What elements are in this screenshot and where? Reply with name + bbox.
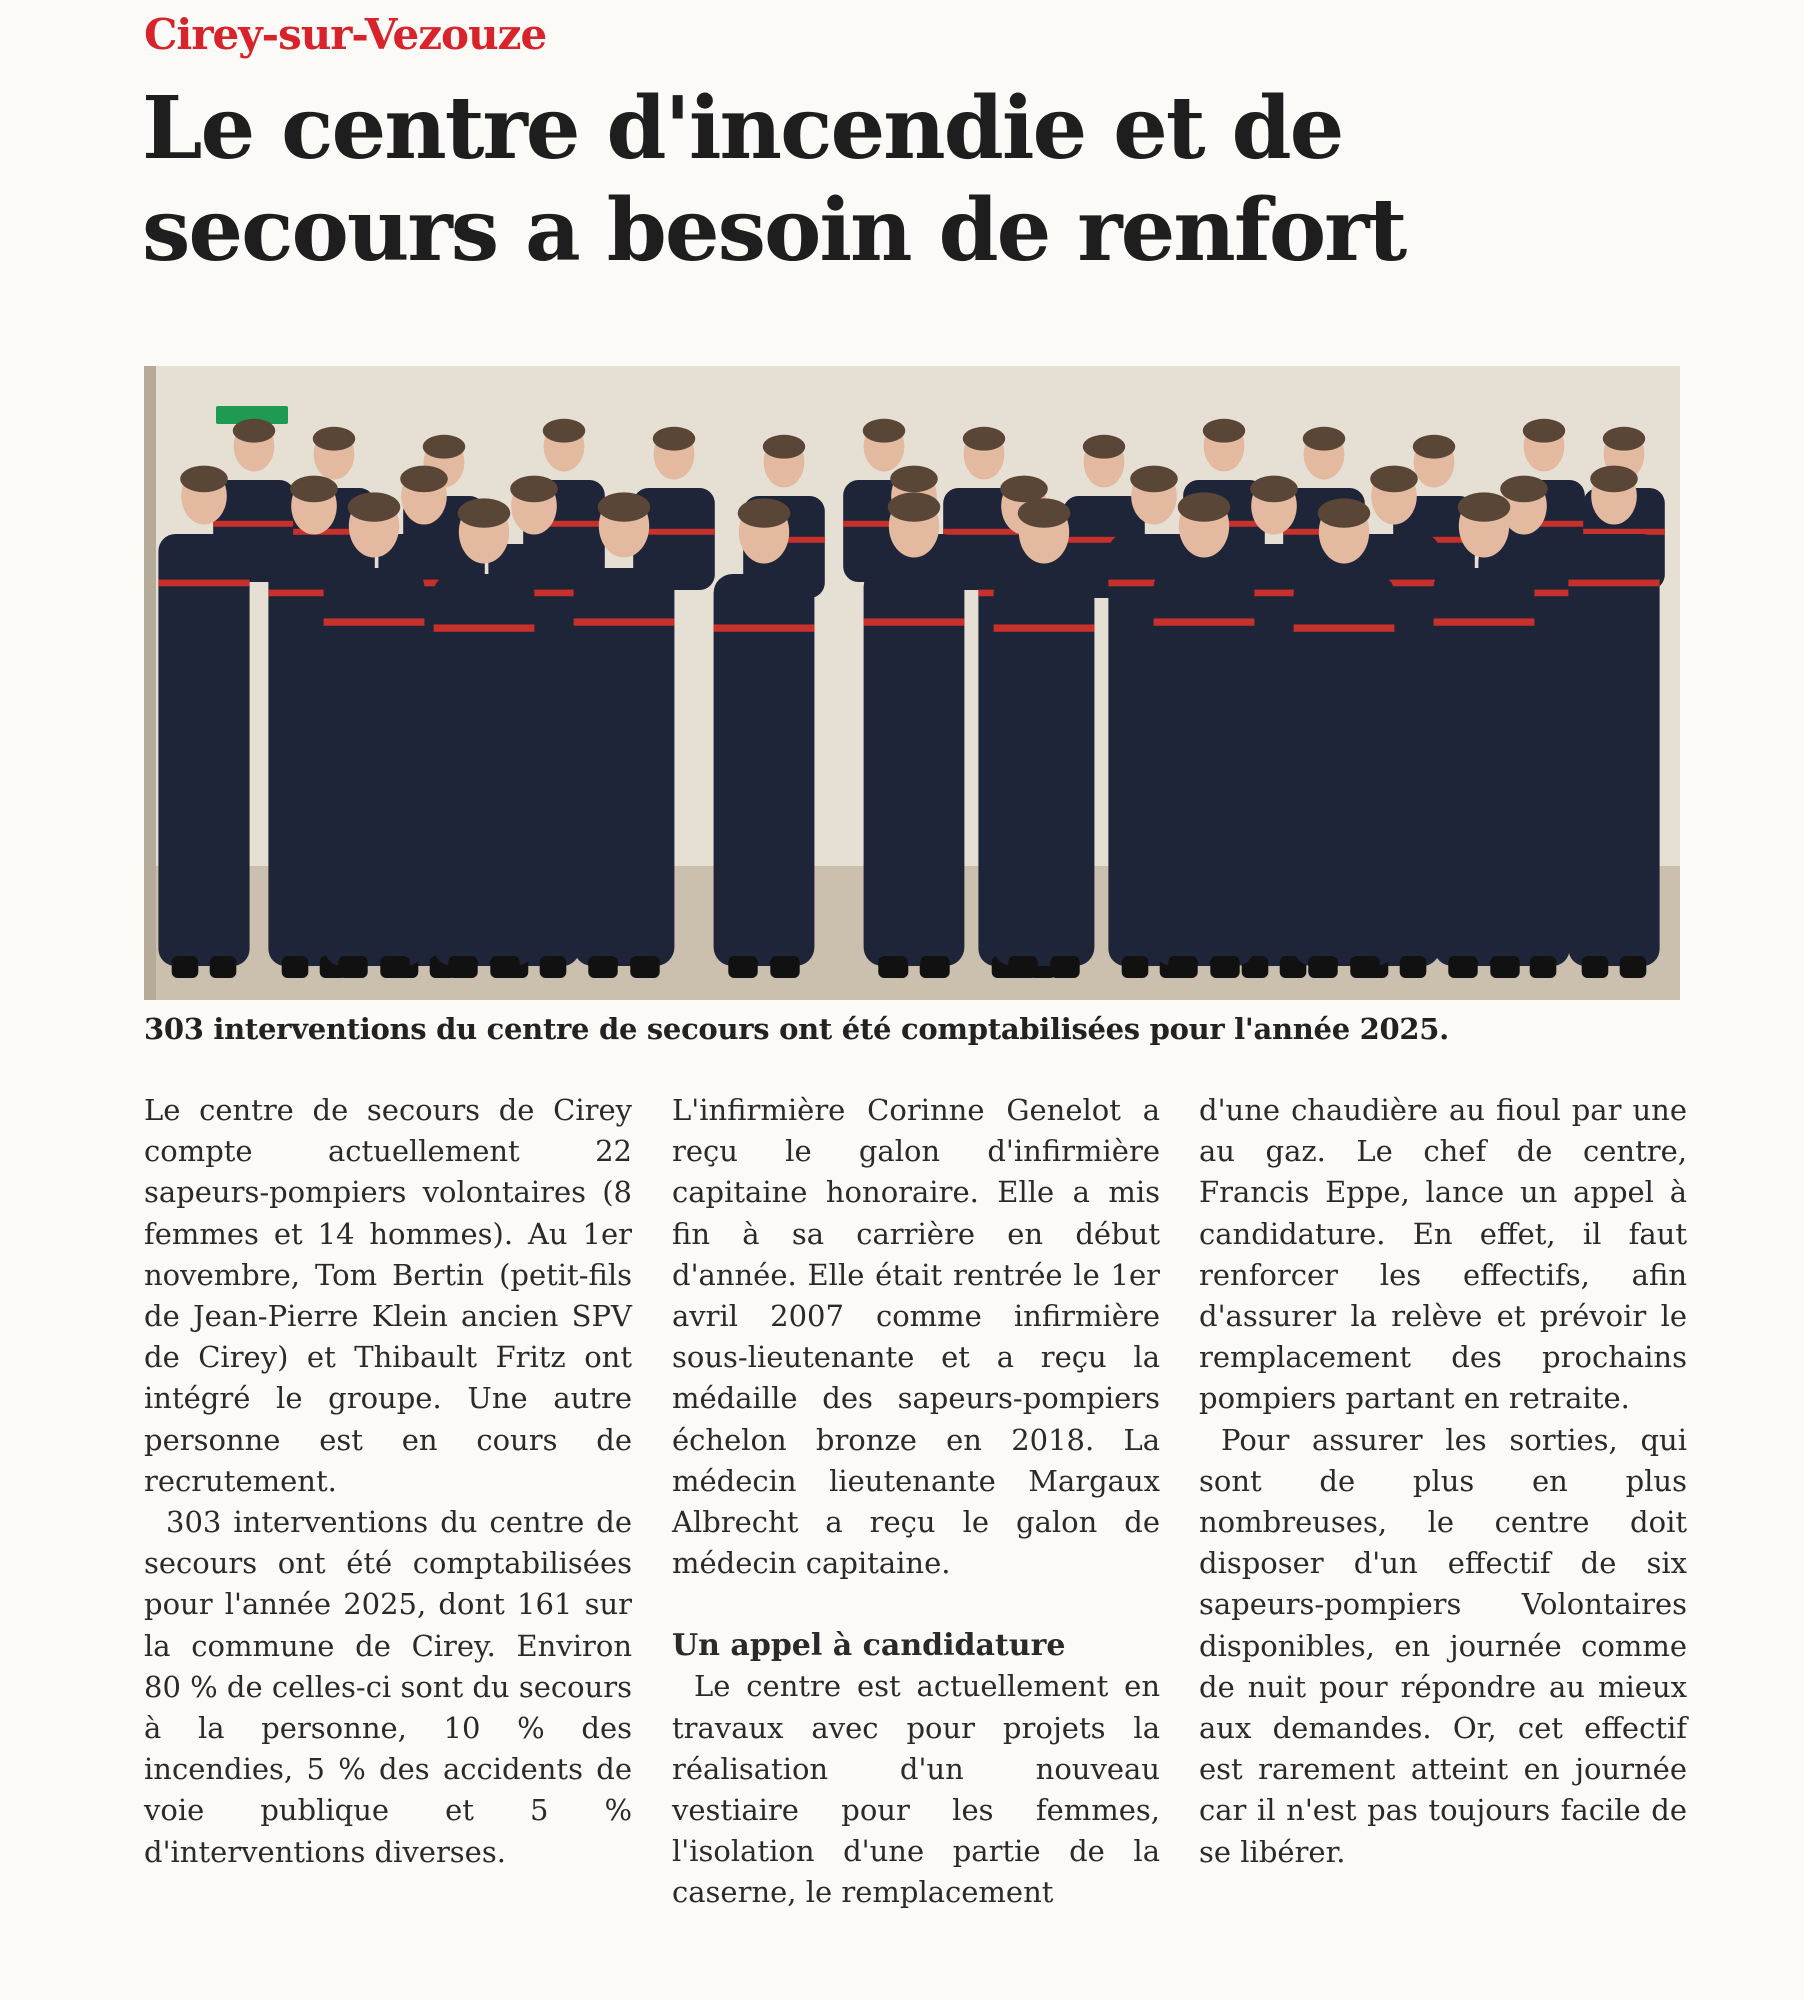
firefighter-figure bbox=[1568, 466, 1659, 978]
article-column-1 bbox=[144, 1090, 632, 1873]
article-column-2 bbox=[672, 1090, 1160, 1914]
photo-caption: 303 interventions du centre de secours ont été comptabilisées pour l'année 2025. bbox=[144, 1012, 1449, 1046]
article-headline: Le centre d'incendie et de secours a besoin de renfort bbox=[142, 78, 1406, 281]
paragraph: Pour assurer les sorties, qui sont de plus en plus nombreuses, le centre doit disposer d'un effectif de six sapeurs-pompiers Volontaires disponibles, en journée comme de nuit pour répondre au mieux aux demandes. Or, cet effectif est rarement atteint en journée car il n'est pas toujours facile de se libérer. bbox=[1199, 1422, 1687, 1869]
paragraph: Le centre de secours de Cirey compte actuellement 22 sapeurs-pompiers volontaires (8 femmes et 14 hommes). Au 1er novembre, Tom Bertin (petit-fils de Jean-Pierre Klein ancien SPV de Cirey) et Thibault Fritz ont intégré le groupe. Une autre personne est en cours de recrutement. bbox=[144, 1093, 632, 1498]
group-photo bbox=[144, 366, 1680, 1000]
paragraph: d'une chaudière au fioul par une au gaz. Le chef de centre, Francis Eppe, lance un appel à candidature. En effet, il faut renforcer les effectifs, afin d'assurer la relève et prévoir le remplacement des prochains pompiers partant en retraite. bbox=[1199, 1093, 1687, 1416]
paragraph: L'infirmière Corinne Genelot a reçu le galon d'infirmière capitaine honoraire. Elle a mis fin à sa carrière en début d'année. Elle était rentrée le 1er avril 2007 comme infirmière sous-lieutenante et a reçu la médaille des sapeurs-pompiers échelon bronze en 2018. La médecin lieutenante Margaux Albrecht a reçu le galon de médecin capitaine. bbox=[672, 1093, 1160, 1581]
article-column-3 bbox=[1199, 1090, 1687, 1873]
section-subheading: Un appel à candidature bbox=[672, 1628, 1066, 1664]
paragraph: 303 interventions du centre de secours ont été comptabilisées pour l'année 2025, dont 161 sur la commune de Cirey. Environ 80 % de celles-ci sont du secours à la personne, 10 % des incendies, 5 % des accidents de voie publique et 5 % d'interventions diverses. bbox=[144, 1505, 632, 1869]
paragraph: Le centre est actuellement en travaux avec pour projets la réalisation d'un nouveau vestiaire pour les femmes, l'isolation d'une partie de la caserne, le remplacement bbox=[672, 1669, 1160, 1910]
article-kicker: Cirey-sur-Vezouze bbox=[144, 10, 547, 59]
group-photo-illustration bbox=[144, 366, 1680, 1000]
firefighters-group bbox=[158, 419, 1664, 978]
firefighter-figure bbox=[158, 466, 249, 978]
